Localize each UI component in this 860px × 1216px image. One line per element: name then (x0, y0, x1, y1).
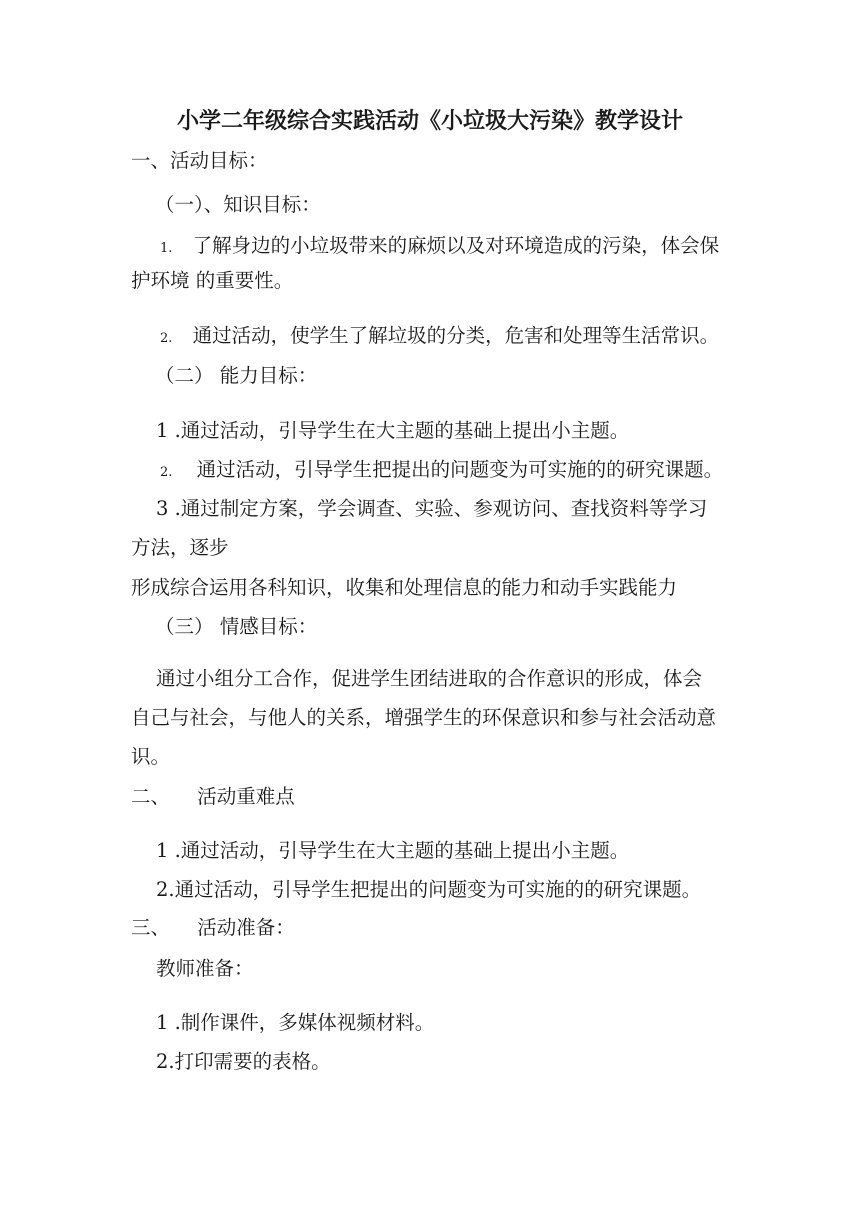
ability-item-3-line-3: 形成综合运用各科知识，收集和处理信息的能力和动手实践能力 (131, 576, 678, 599)
prep-item-1: 1 .制作课件，多媒体视频材料。 (156, 1011, 435, 1034)
difficulty-item-2: 2.通过活动，引导学生把提出的问题变为可实施的的研究课题。 (156, 878, 702, 901)
section-text: 活动准备： (197, 916, 295, 939)
knowledge-item-1-line-1 (160, 234, 719, 261)
knowledge-item-1-line-2: 护环境 的重要性。 (131, 269, 294, 292)
section-number: 二、 (131, 785, 171, 808)
item-number: 1. (160, 241, 173, 256)
ability-item-3-line-1: 3 .通过制定方案，学会调查、实验、参观访问、查找资料等学习 (156, 497, 708, 520)
item-number: 2. (160, 465, 173, 480)
item-text: 了解身边的小垃圾带来的麻烦以及对环境造成的污染，体会保 (192, 234, 720, 257)
page-title: 小学二年级综合实践活动《小垃圾大污染》教学设计 (176, 108, 683, 134)
item-number: 2. (160, 331, 173, 346)
difficulty-item-1: 1 .通过活动，引导学生在大主题的基础上提出小主题。 (156, 839, 630, 862)
section-number: 三、 (131, 916, 171, 939)
teacher-prep-heading: 教师准备： (156, 957, 254, 980)
section-1-heading: 一、活动目标： (131, 149, 268, 172)
prep-item-2: 2.打印需要的表格。 (156, 1050, 331, 1073)
emotion-paragraph-line-2: 自己与社会，与他人的关系，增强学生的环保意识和参与社会活动意 (131, 706, 717, 729)
ability-item-3-line-2: 方法，逐步 (131, 536, 229, 559)
item-text: 通过活动，引导学生把提出的问题变为可实施的的研究课题。 (196, 458, 724, 481)
knowledge-item-2 (160, 324, 719, 351)
section-2-heading (131, 785, 295, 809)
item-text: 通过活动，使学生了解垃圾的分类，危害和处理等生活常识。 (192, 324, 720, 347)
emotion-paragraph-line-3: 识。 (131, 745, 171, 768)
ability-goals-heading: （二） 能力目标： (155, 364, 318, 387)
section-3-heading (131, 916, 295, 940)
knowledge-goals-heading: （一）、知识目标： (155, 193, 321, 216)
emotion-paragraph-line-1: 通过小组分工合作，促进学生团结进取的合作意识的形成，体会 (156, 667, 703, 690)
emotion-goals-heading: （三） 情感目标： (155, 615, 318, 638)
ability-item-1: 1 .通过活动，引导学生在大主题的基础上提出小主题。 (156, 419, 630, 442)
ability-item-2 (160, 458, 723, 485)
section-text: 活动重难点 (197, 785, 295, 808)
